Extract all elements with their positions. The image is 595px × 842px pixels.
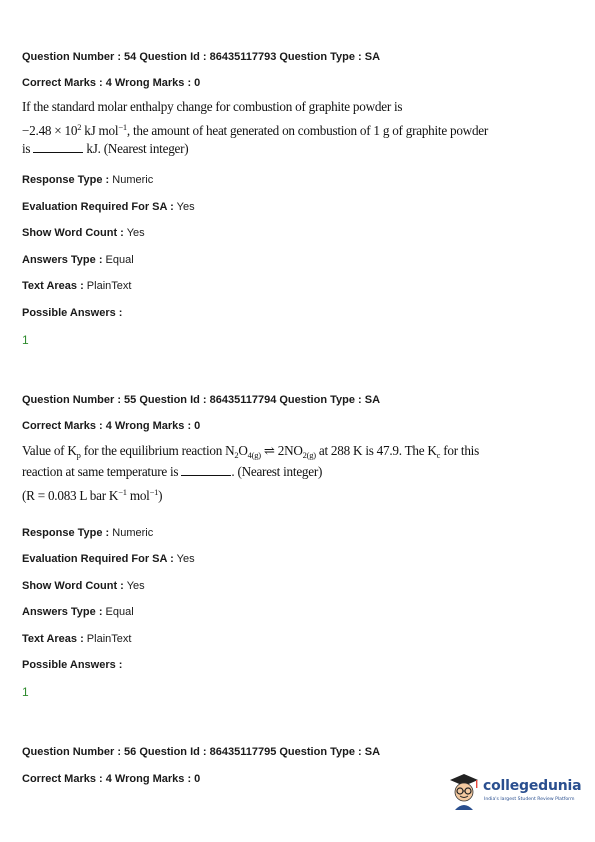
q55-marks: Correct Marks : 4 Wrong Marks : 0	[22, 420, 201, 432]
q55-word-count: Show Word Count : Yes	[22, 580, 145, 592]
logo-wordmark: collegedunia	[483, 778, 582, 794]
answer-blank	[33, 141, 83, 153]
q54-marks: Correct Marks : 4 Wrong Marks : 0	[22, 77, 201, 89]
q54-text-line-2: $-2.48 \times 10^2$ kJ mol$^{-1}$, the amount of heat generated on combustion of 1 g of graphite powder	[22, 122, 489, 138]
q54-question-text	[22, 96, 489, 159]
q54-response-type: Response Type : Numeric	[22, 174, 154, 186]
collegedunia-logo	[447, 772, 582, 814]
q55-text-areas: Text Areas : PlainText	[22, 633, 132, 645]
logo-tagline: India's largest Student Review Platform	[484, 797, 575, 802]
q54-word-count: Show Word Count : Yes	[22, 227, 145, 239]
q56-marks: Correct Marks : 4 Wrong Marks : 0	[22, 773, 201, 785]
q55-answer-value: 1	[22, 685, 29, 699]
q55-answers-type: Answers Type : Equal	[22, 606, 134, 618]
q55-response-type: Response Type : Numeric	[22, 527, 154, 539]
q54-header: Question Number : 54 Question Id : 86435117793 Question Type : SA	[22, 51, 381, 63]
q54-text-line-1: If the standard molar enthalpy change for combustion of graphite powder is	[22, 99, 403, 114]
q54-text-line-3: is kJ. (Nearest integer)	[22, 141, 189, 156]
q55-text-line-1: Value of $K_p$ for the equilibrium reaction $N_2O_{4(g)}$ ⇌ $2NO_{2(g)}$ at 288 K is 47.9. The $K_c$ for this	[22, 443, 479, 460]
q55-text-line-3: (R = 0.083 L bar $K^{-1}$ mol$^{-1}$)	[22, 487, 163, 503]
answer-blank	[181, 464, 231, 476]
q55-header: Question Number : 55 Question Id : 86435117794 Question Type : SA	[22, 394, 381, 406]
q55-question-text	[22, 440, 479, 503]
q54-answers-type: Answers Type : Equal	[22, 254, 134, 266]
q56-header: Question Number : 56 Question Id : 86435117795 Question Type : SA	[22, 746, 381, 758]
mascot-icon	[447, 772, 481, 812]
q54-text-areas: Text Areas : PlainText	[22, 280, 132, 292]
q55-possible-answers: Possible Answers :	[22, 659, 123, 671]
q55-text-line-2: reaction at same temperature is . (Nearest integer)	[22, 464, 323, 479]
q54-answer-value: 1	[22, 333, 29, 347]
q55-evaluation: Evaluation Required For SA : Yes	[22, 553, 195, 565]
q54-evaluation: Evaluation Required For SA : Yes	[22, 201, 195, 213]
q54-possible-answers: Possible Answers :	[22, 307, 123, 319]
